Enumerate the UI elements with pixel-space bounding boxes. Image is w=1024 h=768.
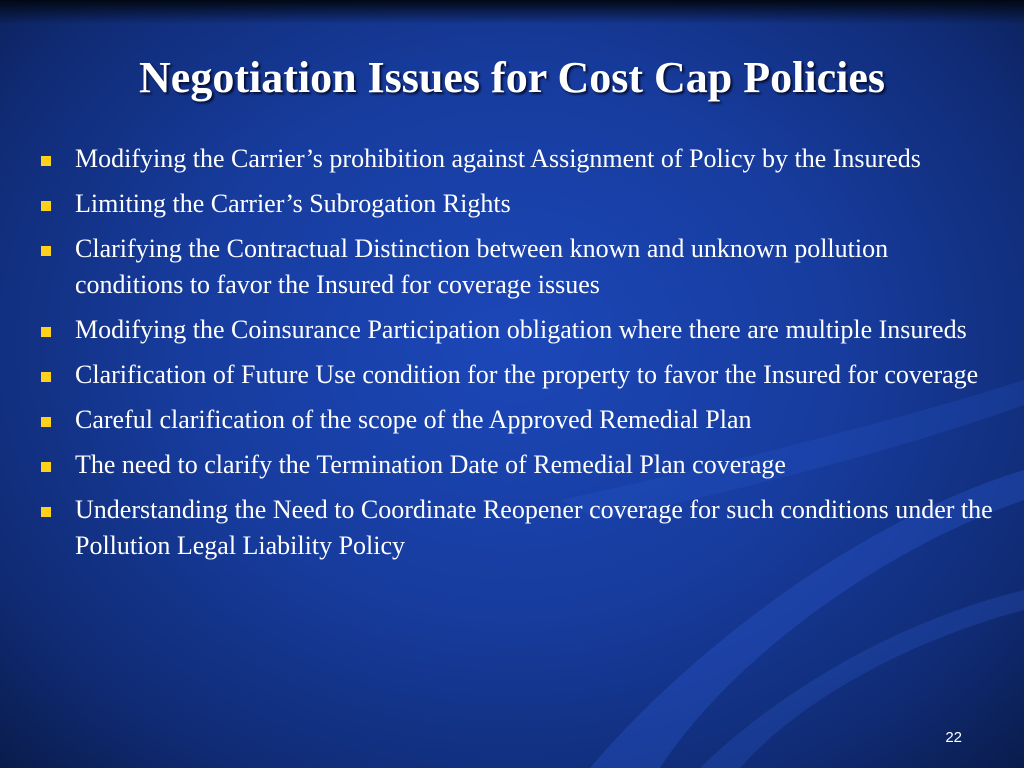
bullet-text: Understanding the Need to Coordinate Reopener coverage for such conditions under the Pollution Legal Liability Policy	[75, 495, 993, 560]
bullet-text: Careful clarification of the scope of the Approved Remedial Plan	[75, 405, 752, 434]
square-bullet-icon	[41, 507, 51, 517]
bullet-item	[36, 312, 996, 348]
square-bullet-icon	[41, 327, 51, 337]
bullet-text: The need to clarify the Termination Date of Remedial Plan coverage	[75, 450, 786, 479]
bullet-item	[36, 357, 996, 393]
bullet-item	[36, 447, 996, 483]
square-bullet-icon	[41, 246, 51, 256]
square-bullet-icon	[41, 156, 51, 166]
square-bullet-icon	[41, 462, 51, 472]
bullet-text: Clarification of Future Use condition for the property to favor the Insured for coverage	[75, 360, 979, 389]
bullet-text: Modifying the Carrier’s prohibition against Assignment of Policy by the Insureds	[75, 144, 921, 173]
bullet-item	[36, 231, 996, 303]
square-bullet-icon	[41, 372, 51, 382]
square-bullet-icon	[41, 417, 51, 427]
page-number: 22	[945, 729, 962, 746]
bullet-item	[36, 492, 996, 564]
bullet-text: Modifying the Coinsurance Participation obligation where there are multiple Insureds	[75, 315, 967, 344]
bullet-list	[36, 141, 996, 573]
square-bullet-icon	[41, 201, 51, 211]
bullet-item	[36, 141, 996, 177]
bullet-item	[36, 186, 996, 222]
bullet-item	[36, 402, 996, 438]
bullet-text: Clarifying the Contractual Distinction between known and unknown pollution conditions to favor the Insured for coverage issues	[75, 234, 889, 299]
bullet-text: Limiting the Carrier’s Subrogation Rights	[75, 189, 511, 218]
slide-title: Negotiation Issues for Cost Cap Policies	[139, 53, 885, 102]
